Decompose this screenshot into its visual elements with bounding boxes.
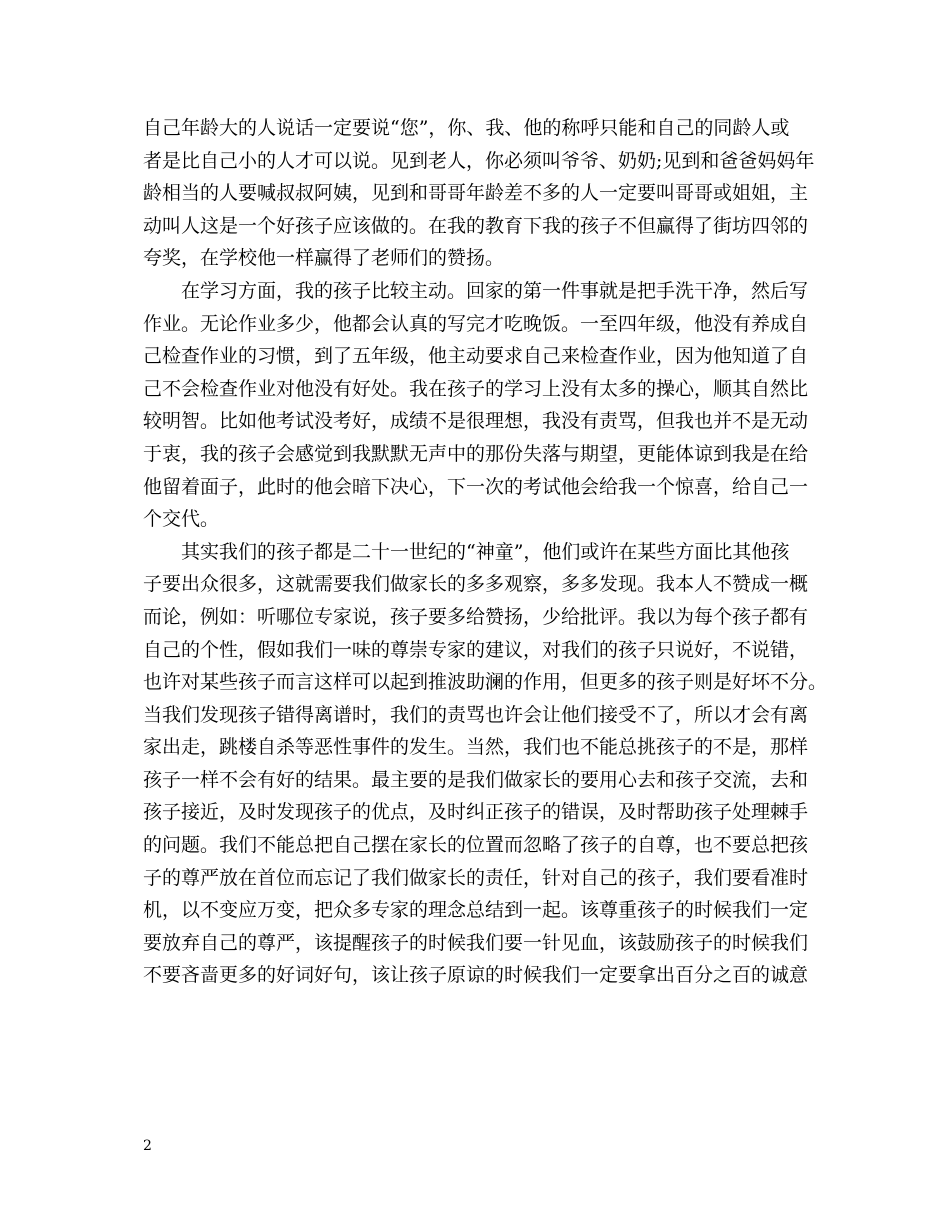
- text-line: 孩子一样不会有好的结果。最主要的是我们做家长的要用心去和孩子交流，去和: [143, 768, 809, 791]
- text-line: 作业。无论作业多少，他都会认真的写完才吃晚饭。一至四年级，他没有养成自: [143, 312, 809, 335]
- text-line: 他留着面子，此时的他会暗下决心，下一次的考试他会给我一个惊喜，给自己一: [143, 475, 809, 498]
- paragraph: [143, 112, 823, 275]
- text-line: 孩子接近，及时发现孩子的优点，及时纠正孩子的错误，及时帮助孩子处理棘手: [143, 801, 809, 824]
- text-line: 夸奖，在学校他一样赢得了老师们的赞扬。: [143, 247, 505, 270]
- text-line: 自己的个性，假如我们一味的尊崇专家的建议，对我们的孩子只说好，不说错，: [143, 638, 809, 661]
- text-line: 龄相当的人要喊叔叔阿姨，见到和哥哥年龄差不多的人一定要叫哥哥或姐姐，主: [143, 182, 809, 205]
- text-line: 的问题。我们不能总把自己摆在家长的位置而忽略了孩子的自尊，也不要总把孩: [143, 834, 809, 857]
- text-line: 较明智。比如他考试没考好，成绩不是很理想，我没有责骂，但我也并不是无动: [143, 410, 809, 433]
- text-line: 也许对某些孩子而言这样可以起到推波助澜的作用，但更多的孩子则是好坏不分。: [143, 671, 828, 694]
- text-line: 机，以不变应万变，把众多专家的理念总结到一起。该尊重孩子的时候我们一定: [143, 899, 809, 922]
- text-line: 者是比自己小的人才可以说。见到老人，你必须叫爷爷、奶奶;见到和爸爸妈妈年: [143, 149, 815, 172]
- text-line: 己检查作业的习惯，到了五年级，他主动要求自己来检查作业，因为他知道了自: [143, 345, 809, 368]
- text-line: 动叫人这是一个好孩子应该做的。在我的教育下我的孩子不但赢得了街坊四邻的: [143, 214, 809, 237]
- text-line: 于衷，我的孩子会感觉到我默默无声中的那份失落与期望，更能体谅到我是在给: [143, 442, 809, 465]
- paragraph: [143, 536, 828, 992]
- text-line: 要放弃自己的尊严，该提醒孩子的时候我们要一针见血，该鼓励孩子的时候我们: [143, 931, 809, 954]
- text-line: 当我们发现孩子错得离谱时，我们的责骂也许会让他们接受不了，所以才会有离: [143, 703, 809, 726]
- text-line: 个交代。: [143, 508, 220, 531]
- paragraph: [143, 275, 823, 536]
- text-line: 自己年龄大的人说话一定要说“您”，你、我、他的称呼只能和自己的同龄人或: [143, 117, 790, 139]
- text-line: 己不会检查作业对他没有好处。我在孩子的学习上没有太多的操心，顺其自然比: [143, 377, 809, 400]
- text-line: 其实我们的孩子都是二十一世纪的“神童”，他们或许在某些方面比其他孩: [181, 540, 790, 563]
- text-line: 在学习方面，我的孩子比较主动。回家的第一件事就是把手洗干净，然后写: [181, 279, 809, 302]
- page-number: 2: [143, 1138, 152, 1154]
- text-line: 而论，例如：听哪位专家说，孩子要多给赞扬，少给批评。我以为每个孩子都有: [143, 605, 809, 628]
- body-text: [143, 112, 828, 992]
- text-line: 子要出众很多，这就需要我们做家长的多多观察，多多发现。我本人不赞成一概: [143, 573, 809, 596]
- text-line: 不要吝啬更多的好词好句，该让孩子原谅的时候我们一定要拿出百分之百的诚意: [143, 964, 809, 987]
- text-line: 家出走，跳楼自杀等恶性事件的发生。当然，我们也不能总挑孩子的不是，那样: [143, 736, 809, 759]
- text-line: 子的尊严放在首位而忘记了我们做家长的责任，针对自己的孩子，我们要看准时: [143, 866, 809, 889]
